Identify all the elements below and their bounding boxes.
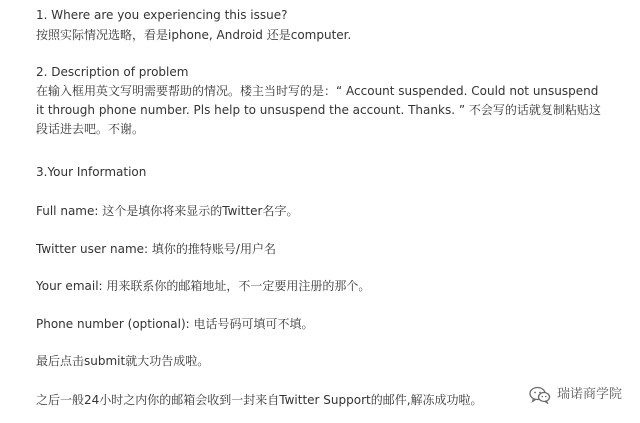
section2-body: 在输入框用英文写明需要帮助的情况。楼主当时写的是：“ Account suspended. Could not unsuspend it through phone number. Pls help to unsuspend the account. Thanks. ” 不会写的话就复制粘贴这段话进去吧。不谢。 — [36, 84, 601, 136]
section2-heading: 2. Description of problem — [36, 65, 189, 79]
full-name-line: Full name: 这个是填你将来显示的Twitter名字。 — [36, 204, 299, 218]
section3-heading: 3.Your Information — [36, 165, 147, 179]
submit-note: 最后点击submit就大功告成啦。 — [36, 354, 210, 368]
watermark — [529, 386, 622, 404]
section1-heading: 1. Where are you experiencing this issue? — [36, 8, 288, 22]
wechat-icon — [529, 386, 551, 404]
phone-line: Phone number (optional): 电话号码可填可不填。 — [36, 317, 314, 331]
twitter-user-name-line: Twitter user name: 填你的推特账号/用户名 — [36, 242, 276, 256]
section1-body: 按照实际情况选略，看是iphone, Android 还是computer. — [36, 28, 352, 42]
final-note: 之后一般24小时之内你的邮箱会收到一封来自Twitter Support的邮件,解冻成功啦。 — [36, 393, 483, 407]
watermark-text: 瑞诺商学院 — [556, 387, 622, 402]
email-line: Your email: 用来联系你的邮箱地址，不一定要用注册的那个。 — [36, 279, 371, 293]
